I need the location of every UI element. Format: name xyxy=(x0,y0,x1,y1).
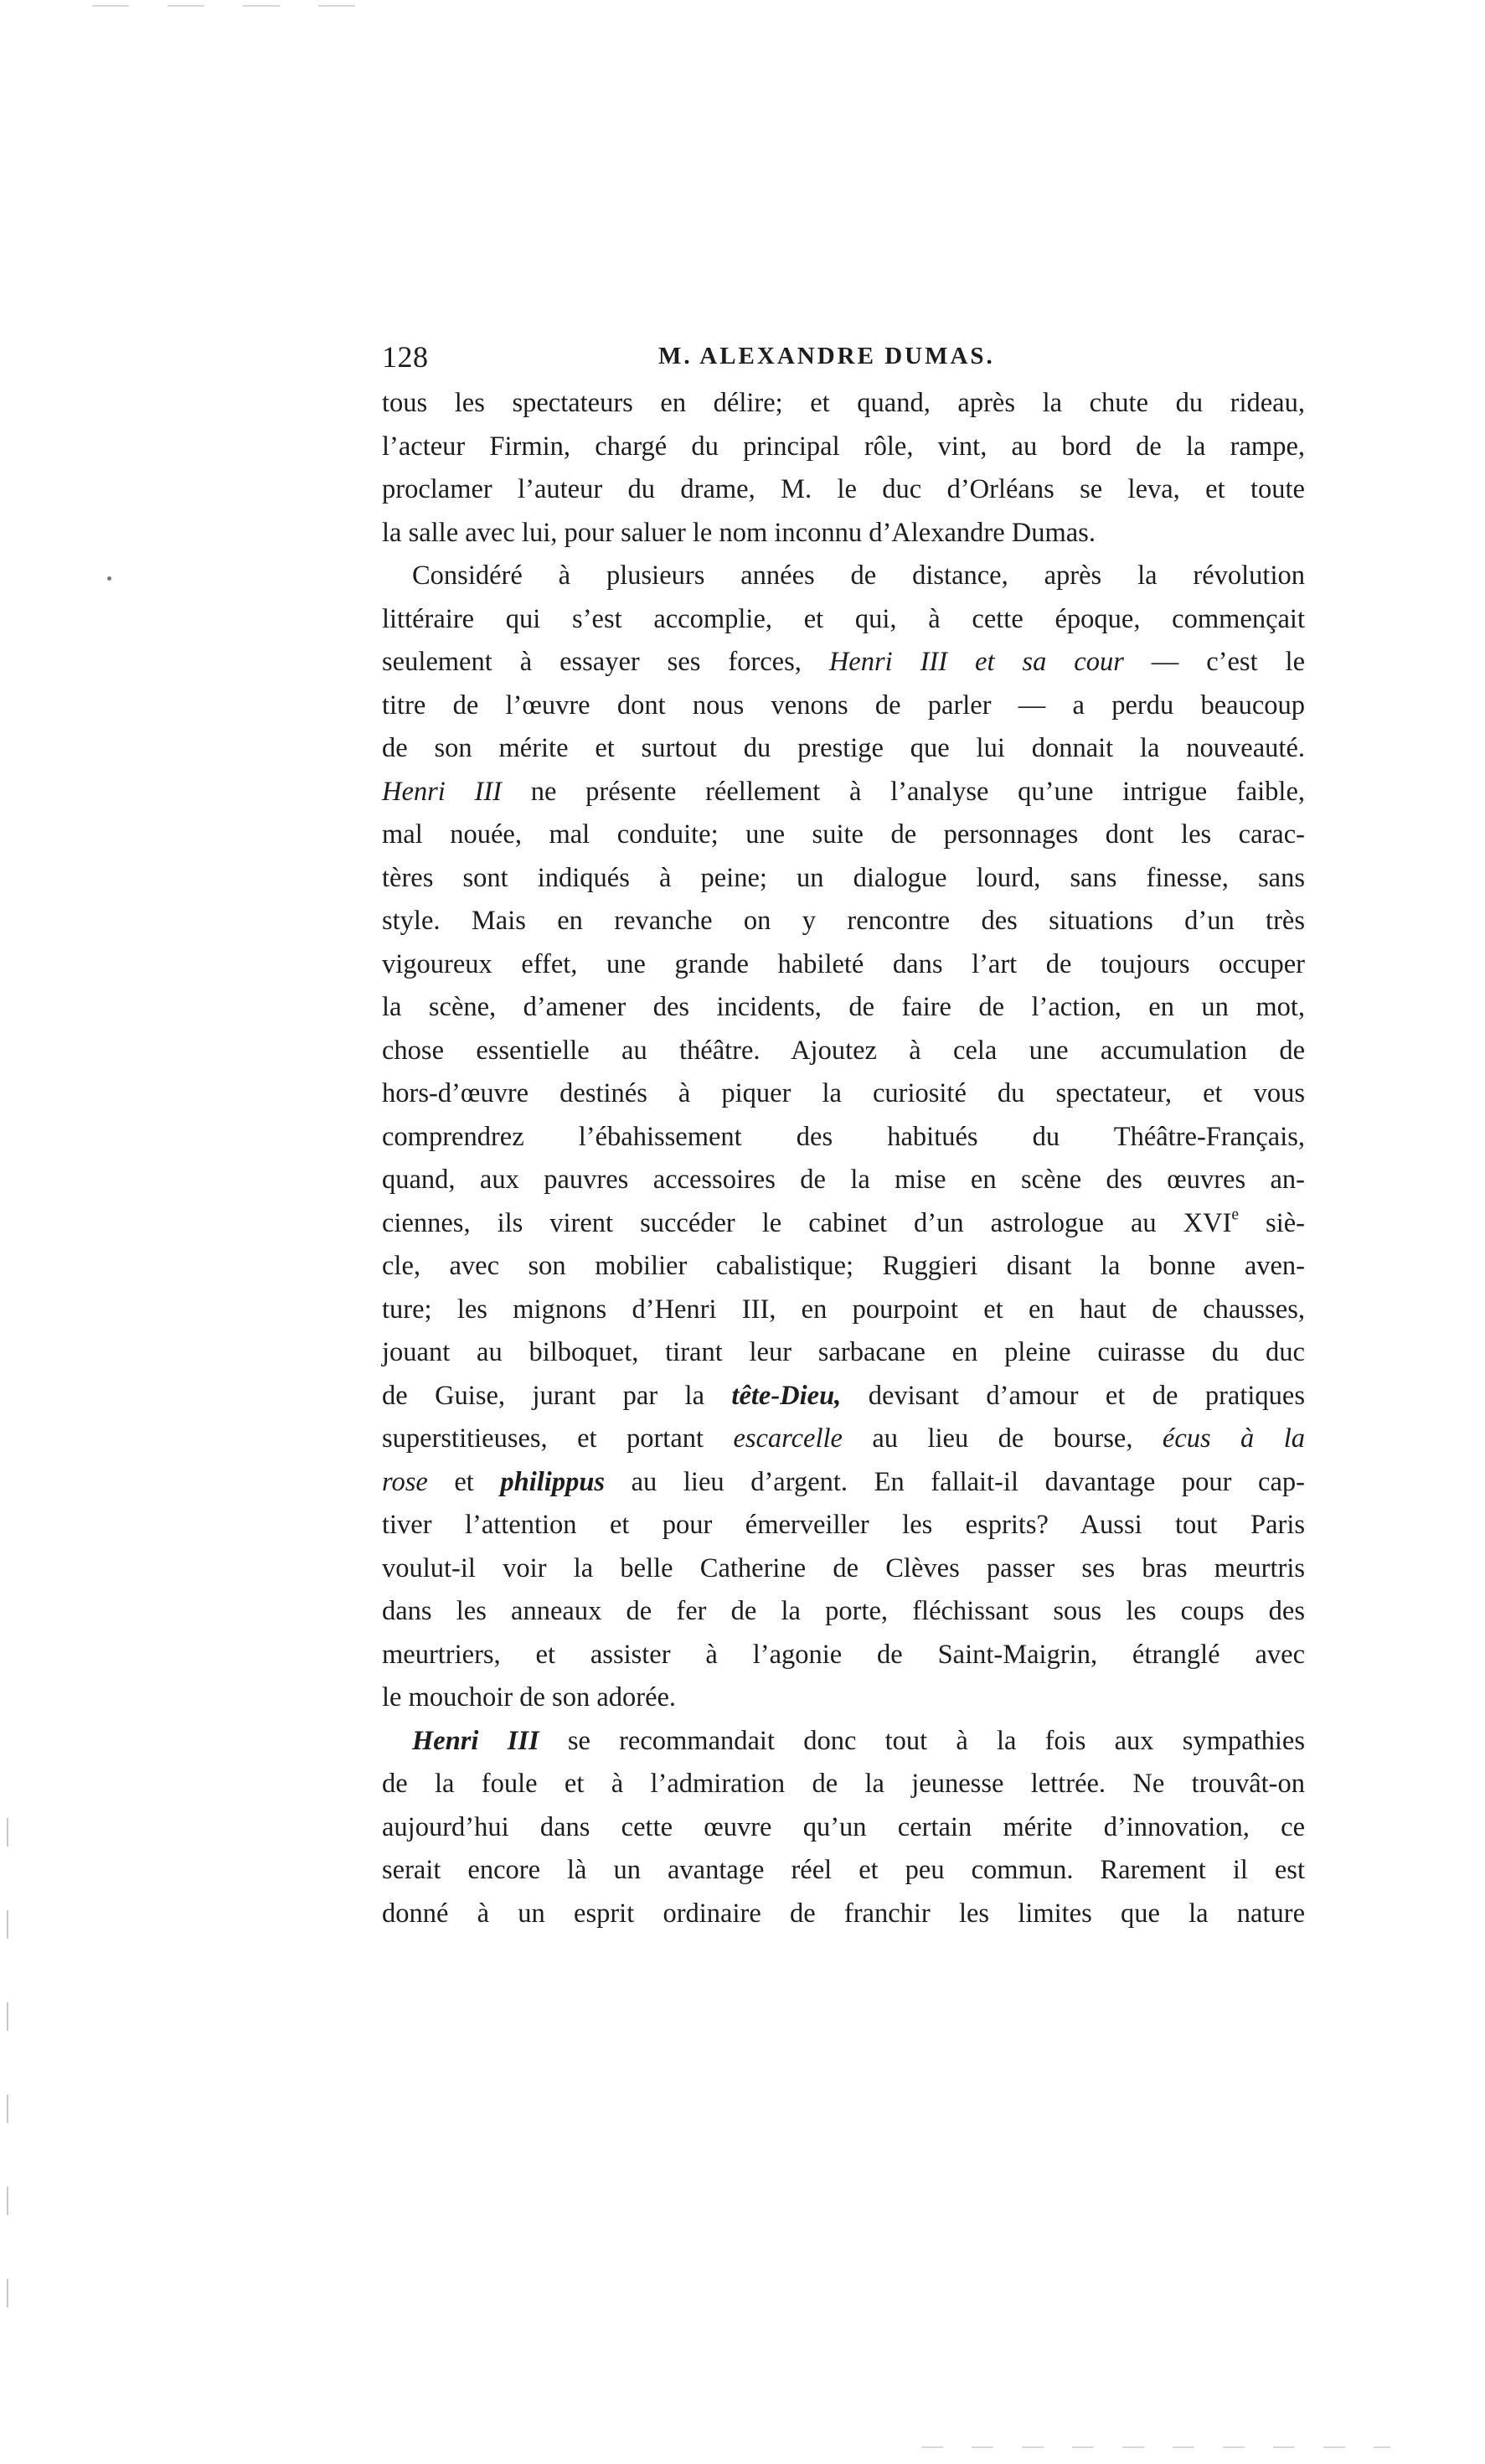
body-text xyxy=(382,382,1305,1935)
paragraph-start-line: Henri III se recommandait donc tout à la fois aux sympathies xyxy=(412,1725,1305,1756)
text-line: de son mérite et surtout du prestige que lui donnait la nouveauté. xyxy=(382,733,1305,763)
scan-edge-marks-bottom xyxy=(921,2446,1390,2448)
text-line: quand, aux pauvres accessoires de la mise en scène des œuvres an- xyxy=(382,1165,1305,1195)
text-line: l’acteur Firmin, chargé du principal rôle, vint, au bord de la rampe, xyxy=(382,431,1305,462)
page-header xyxy=(382,339,1303,381)
text-line: meurtriers, et assister à l’agonie de Saint-Maigrin, étranglé avec xyxy=(382,1639,1305,1670)
text-line: ciennes, ils virent succéder le cabinet d’un astrologue au XVIe siè- xyxy=(382,1205,1305,1238)
text-line: dans les anneaux de fer de la porte, fléchissant sous les coups des xyxy=(382,1596,1305,1626)
text-line: aujourd’hui dans cette œuvre qu’un certain mérite d’innovation, ce xyxy=(382,1811,1305,1842)
page-number: 128 xyxy=(382,340,429,374)
text-line: chose essentielle au théâtre. Ajoutez à cela une accumulation de xyxy=(382,1035,1305,1066)
text-line: Henri III ne présente réellement à l’analyse qu’une intrigue faible, xyxy=(382,776,1306,807)
text-line: vigoureux effet, une grande habileté dans l’art de toujours occuper xyxy=(382,948,1305,979)
text-line: titre de l’œuvre dont nous venons de parler — a perdu beaucoup xyxy=(382,690,1305,721)
text-line: la scène, d’amener des incidents, de faire de l’action, en un mot, xyxy=(382,992,1305,1022)
text-line: rose et philippus au lieu d’argent. En fallait-il davantage pour cap- xyxy=(382,1466,1305,1497)
scan-edge-marks-left xyxy=(7,1818,8,2337)
running-title: M. ALEXANDRE DUMAS. xyxy=(658,343,995,369)
work-title: Henri III xyxy=(412,1725,539,1756)
text-line: voulut-il voir la belle Catherine de Clèves passer ses bras meurtris xyxy=(382,1552,1305,1583)
text-line: ture; les mignons d’Henri III, en pourpoint et en haut de chausses, xyxy=(382,1294,1305,1325)
text-line: serait encore là un avantage réel et peu commun. Rarement il est xyxy=(382,1855,1305,1885)
text-line: donné à un esprit ordinaire de franchir les limites que la nature xyxy=(382,1898,1305,1929)
text-line: tiver l’attention et pour émerveiller les esprits? Aussi tout Paris xyxy=(382,1510,1305,1540)
superscript: e xyxy=(1231,1205,1240,1223)
text-line: jouant au bilboquet, tirant leur sarbacane en pleine cuirasse du duc xyxy=(382,1337,1305,1367)
italic-term: écus à la xyxy=(1162,1423,1305,1454)
italic-term: tête-Dieu, xyxy=(731,1380,842,1411)
scan-speck xyxy=(107,576,111,581)
text-line: de Guise, jurant par la tête-Dieu, devisant d’amour et de pratiques xyxy=(382,1380,1305,1411)
text-line: hors-d’œuvre destinés à piquer la curiosité du spectateur, et vous xyxy=(382,1078,1305,1108)
text-line: le mouchoir de son adorée. xyxy=(382,1682,677,1712)
text-line: comprendrez l’ébahissement des habitués du Théâtre-Français, xyxy=(382,1121,1305,1152)
italic-term: escarcelle xyxy=(733,1423,843,1454)
scan-edge-marks-top xyxy=(92,5,394,7)
work-title: Henri III xyxy=(382,776,503,807)
paragraph-start-line: Considéré à plusieurs années de distance, après la révolution xyxy=(412,560,1305,591)
text-line: proclamer l’auteur du drame, M. le duc d’Orléans se leva, et toute xyxy=(382,474,1305,504)
text-line: littéraire qui s’est accomplie, et qui, à cette époque, commençait xyxy=(382,603,1305,634)
italic-term: rose xyxy=(382,1466,428,1497)
text-line: tous les spectateurs en délire; et quand, après la chute du rideau, xyxy=(382,388,1305,418)
text-line: mal nouée, mal conduite; une suite de personnages dont les carac- xyxy=(382,819,1305,850)
italic-term: philippus xyxy=(500,1466,606,1497)
text-line: de la foule et à l’admiration de la jeunesse lettrée. Ne trouvât-on xyxy=(382,1769,1305,1799)
text-line: seulement à essayer ses forces, Henri III et sa cour — c’est le xyxy=(382,647,1305,677)
text-line: style. Mais en revanche on y rencontre des situations d’un très xyxy=(382,906,1305,936)
text-line: cle, avec son mobilier cabalistique; Ruggieri disant la bonne aven- xyxy=(382,1251,1305,1281)
text-line: la salle avec lui, pour saluer le nom inconnu d’Alexandre Dumas. xyxy=(382,517,1096,548)
text-line: superstitieuses, et portant escarcelle au lieu de bourse, écus à la xyxy=(382,1423,1305,1454)
work-title: Henri III et sa cour xyxy=(828,647,1124,677)
text-line: tères sont indiqués à peine; un dialogue lourd, sans finesse, sans xyxy=(382,862,1305,893)
